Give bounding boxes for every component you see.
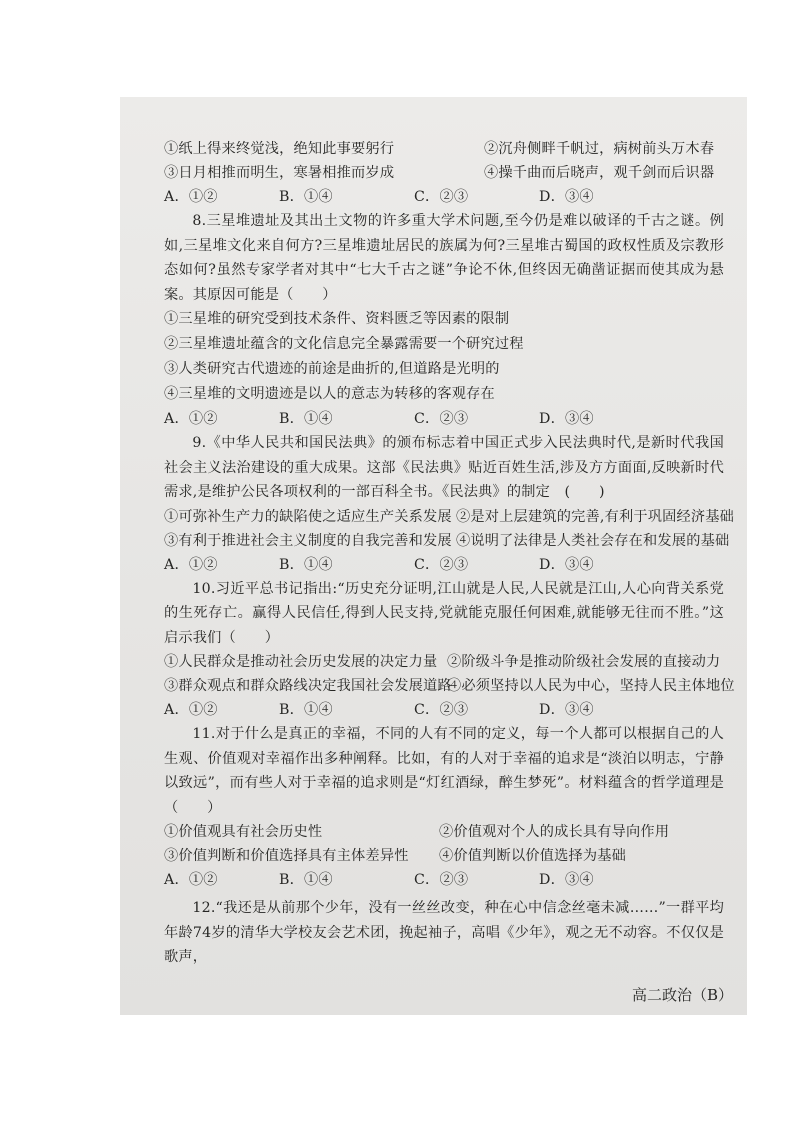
- q8-option-d: D．③④: [539, 411, 594, 427]
- q12-stem: 12.“我还是从前那个少年，没有一丝丝改变，种在心中信念丝毫未减……”一群平均年龄74岁的清华大学校友会艺术团，挽起袖子，高唱《少年》，观之无不动容。不仅仅是歌声，: [164, 900, 724, 965]
- q7-item-2: ②沉舟侧畔千帆过，病树前头万木春: [484, 141, 715, 157]
- q8-item-2: ②三星堆遗址蕴含的文化信息完全暴露需要一个研究过程: [164, 336, 524, 352]
- q7-item-3: ③日月相推而明生，寒暑相推而岁成: [164, 165, 395, 181]
- q10-option-a: A．①②: [164, 702, 218, 718]
- q11-option-d: D．③④: [539, 872, 594, 888]
- q9-option-a: A．①②: [164, 556, 218, 573]
- q7-option-b: B．①④: [279, 189, 333, 205]
- q9-item-3: ③有利于推进社会主义制度的自我完善和发展: [164, 532, 452, 549]
- q10-option-d: D．③④: [539, 702, 594, 718]
- q11-stem: 11.对于什么是真正的幸福，不同的人有不同的定义，每一个人都可以根据自己的人生观、价值观对幸福作出多种阐释。比如，有的人对于幸福的追求是“淡泊以明志，宁静以致远”，而有些人对于幸福的追求则是“灯红酒绿，醉生梦死”。材料蕴含的哲学道理是（ ）: [164, 726, 724, 816]
- q11-options: [164, 868, 724, 892]
- q10-items-row-1: [164, 650, 724, 674]
- q8-options: [164, 407, 724, 431]
- q7-item-4: ④操千曲而后晓声，观千剑而后识器: [484, 165, 715, 181]
- q11-option-a: A．①②: [164, 872, 218, 888]
- page-footer: 高二政治（B）: [631, 986, 733, 1004]
- q8-item-3: ③人类研究古代遗迹的前途是曲折的,但道路是光明的: [164, 361, 500, 377]
- q11-item-3: ③价值判断和价值选择具有主体差异性: [164, 848, 409, 864]
- q10-options: [164, 698, 724, 722]
- q9-item-1: ①可弥补生产力的缺陷使之适应生产关系发展: [164, 508, 452, 525]
- q7-option-a: A．①②: [164, 189, 218, 205]
- q9-options: [164, 553, 724, 577]
- q9-item-2: ②是对上层建筑的完善,有利于巩固经济基础: [456, 508, 735, 525]
- q9-items-row-1: [164, 505, 735, 529]
- q8-option-a: A．①②: [164, 411, 218, 427]
- q11-items-row-2: [164, 844, 724, 868]
- q9-stem: 9.《中华人民共和国民法典》的颁布标志着中国正式步入民法典时代,是新时代我国社会主义法治建设的重大成果。这部《民法典》贴近百姓生活,涉及方方面面,反映新时代需求,是维护公民各项权利的一部百科全书。《民法典》的制定 ( ): [164, 435, 724, 500]
- q10-item-2: ②阶级斗争是推动阶级社会发展的直接动力: [447, 654, 721, 670]
- q7-item-1: ①纸上得来终觉浅，绝知此事要躬行: [164, 141, 395, 157]
- q11-option-c: C．②③: [414, 872, 469, 888]
- q7-option-d: D．③④: [539, 189, 594, 205]
- q10-option-b: B．①④: [279, 702, 333, 718]
- q8-stem: 8.三星堆遗址及其出土文物的许多重大学术问题,至今仍是难以破译的千古之谜。例如,三星堆文化来自何方?三星堆遗址居民的族属为何?三星堆古蜀国的政权性质及宗教形态如何?虽然专家学者对其中“七大千古之谜”争论不休,但终因无确凿证据而使其成为悬案。其原因可能是（ ）: [164, 213, 724, 303]
- q8-option-c: C．②③: [414, 411, 469, 427]
- q8-item-1: ①三星堆的研究受到技术条件、资料匮乏等因素的限制: [164, 311, 510, 327]
- q7-items-row-1: [164, 137, 724, 161]
- exam-questions: [164, 137, 735, 970]
- q8-option-b: B．①④: [279, 411, 333, 427]
- q9-item-4: ④说明了法律是人类社会存在和发展的基础: [456, 532, 730, 549]
- q8-item-4: ④三星堆的文明遗迹是以人的意志为转移的客观存在: [164, 386, 495, 402]
- q10-stem: 10.习近平总书记指出:“历史充分证明,江山就是人民,人民就是江山,人心向背关系党的生死存亡。赢得人民信任,得到人民支持,党就能克服任何困难,就能够无往而不胜。”这启示我们（ ）: [164, 580, 724, 646]
- q9-option-d: D．③④: [539, 556, 594, 573]
- q10-item-4: ④必须坚持以人民为中心，坚持人民主体地位: [447, 678, 735, 694]
- q9-option-c: C．②③: [414, 556, 469, 573]
- q7-option-c: C．②③: [414, 189, 469, 205]
- q11-option-b: B．①④: [279, 872, 333, 888]
- q9-items-row-2: [164, 529, 730, 553]
- q10-item-1: ①人民群众是推动社会历史发展的决定力量: [164, 654, 438, 670]
- q9-option-b: B．①④: [279, 556, 333, 573]
- scanned-page-photo: [120, 97, 747, 1015]
- q10-items-row-2: [164, 674, 735, 698]
- q11-item-4: ④价值判断以价值选择为基础: [439, 848, 627, 864]
- q7-options: [164, 185, 724, 209]
- q11-items-row-1: [164, 820, 724, 844]
- q10-option-c: C．②③: [414, 702, 469, 718]
- q11-item-1: ①价值观具有社会历史性: [164, 824, 323, 840]
- q10-item-3: ③群众观点和群众路线决定我国社会发展道路: [164, 678, 452, 694]
- q7-items-row-2: [164, 161, 724, 185]
- q11-item-2: ②价值观对个人的成长具有导向作用: [439, 824, 670, 840]
